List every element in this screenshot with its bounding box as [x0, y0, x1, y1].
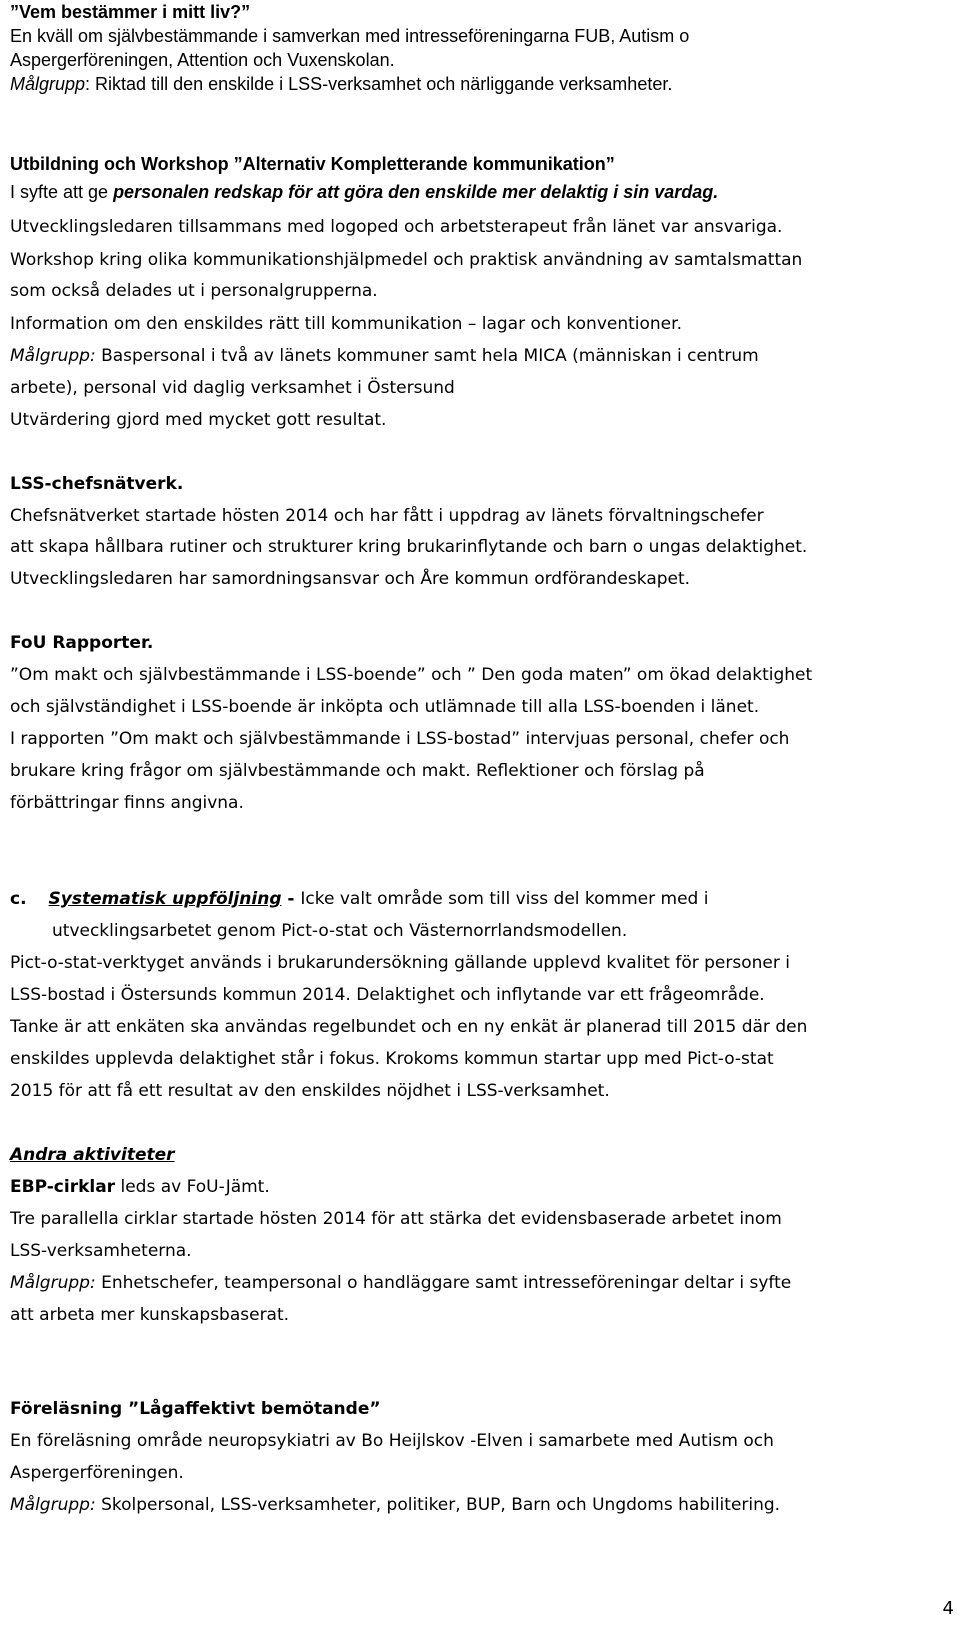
paragraph-line: Utvecklingsledaren tillsammans med logoped och arbetsterapeut från länet var ansvariga.	[10, 217, 783, 237]
target-group-line	[10, 1271, 791, 1295]
ebp-text: leds av FoU-Jämt.	[115, 1177, 270, 1197]
paragraph-line: I rapporten ”Om makt och självbestämmande i LSS-bostad” intervjuas personal, chefer och	[10, 729, 790, 749]
target-group-text: Baspersonal i två av länets kommuner samt hela MICA (människan i centrum	[95, 346, 759, 366]
target-group-label: Målgrupp:	[10, 1495, 96, 1515]
ebp-line	[10, 1175, 270, 1199]
target-group-line	[10, 344, 759, 368]
purpose-prefix: I syfte att ge	[10, 182, 114, 202]
paragraph-line: Aspergerföreningen, Attention och Vuxenskolan.	[10, 50, 395, 70]
paragraph-line: brukare kring frågor om självbestämmande och makt. Reflektioner och förslag på	[10, 761, 705, 781]
section-heading-lss-chefsnatverk: LSS-chefsnätverk.	[10, 474, 184, 494]
section-heading-line-systematisk	[10, 887, 708, 911]
target-group-line	[10, 72, 672, 96]
paragraph-line: LSS-verksamheterna.	[10, 1241, 192, 1261]
paragraph-line: utvecklingsarbetet genom Pict-o-stat och Västernorrlandsmodellen.	[52, 921, 628, 941]
paragraph-line: och självständighet i LSS-boende är inköpta och utlämnade till alla LSS-boenden i länet.	[10, 697, 760, 717]
paragraph-line: Chefsnätverket startade hösten 2014 och har fått i uppdrag av länets förvaltningschefer	[10, 506, 764, 526]
section-heading-systematisk-uppfoljning: Systematisk uppföljning	[48, 889, 282, 909]
paragraph-line: Workshop kring olika kommunikationshjälpmedel och praktisk användning av samtalsmattan	[10, 250, 803, 270]
paragraph-line: Information om den enskildes rätt till kommunikation – lagar och konventioner.	[10, 314, 682, 334]
paragraph-line: som också delades ut i personalgrupperna.	[10, 281, 378, 301]
paragraph-line: enskildes upplevda delaktighet står i fokus. Krokoms kommun startar upp med Pict-o-stat	[10, 1049, 774, 1069]
paragraph-line: arbete), personal vid daglig verksamhet i Östersund	[10, 378, 455, 398]
page-number: 4	[942, 1598, 954, 1619]
purpose-emphasis: personalen redskap för att göra den enskilde mer delaktig i sin vardag.	[113, 182, 719, 202]
paragraph-line: ”Om makt och självbestämmande i LSS-boende” och ” Den goda maten” om ökad delaktighet	[10, 665, 813, 685]
section-heading-fou-rapporter: FoU Rapporter.	[10, 633, 154, 653]
target-group-label: Målgrupp	[10, 74, 86, 94]
target-group-label: Målgrupp:	[10, 346, 96, 366]
section-heading-forelasning: Föreläsning ”Lågaffektivt bemötande”	[10, 1399, 381, 1419]
paragraph-line: att arbeta mer kunskapsbaserat.	[10, 1305, 290, 1325]
section-heading-workshop: Utbildning och Workshop ”Alternativ Kompletterande kommunikation”	[10, 154, 615, 174]
target-group-label: Målgrupp:	[10, 1273, 96, 1293]
paragraph-text: Icke valt område som till viss del kommer med i	[300, 889, 709, 909]
target-group-text: Enhetschefer, teampersonal o handläggare samt intresseföreningar deltar i syfte	[95, 1273, 792, 1293]
section-heading-andra-aktiviteter: Andra aktiviteter	[10, 1145, 175, 1165]
paragraph-line: Tre parallella cirklar startade hösten 2014 för att stärka det evidensbaserade arbetet inom	[10, 1209, 782, 1229]
paragraph-line: Pict-o-stat-verktyget används i brukarundersökning gällande upplevd kvalitet för personer i	[10, 953, 790, 973]
paragraph-line: En föreläsning område neuropsykiatri av Bo Heijlskov -Elven i samarbete med Autism och	[10, 1431, 774, 1451]
paragraph-line: En kväll om självbestämmande i samverkan med intresseföreningarna FUB, Autism o	[10, 26, 690, 46]
paragraph-line: Utvecklingsledaren har samordningsansvar och Åre kommun ordförandeskapet.	[10, 569, 691, 589]
purpose-line	[10, 180, 718, 204]
paragraph-line: Tanke är att enkäten ska användas regelbundet och en ny enkät är planerad till 2015 där den	[10, 1017, 808, 1037]
paragraph-line: Utvärdering gjord med mycket gott resultat.	[10, 410, 387, 430]
target-group-text: : Riktad till den enskilde i LSS-verksamhet och närliggande verksamheter.	[85, 74, 673, 94]
paragraph-line: att skapa hållbara rutiner och strukturer kring brukarinflytande och barn o ungas delaktighet.	[10, 537, 808, 557]
target-group-text: Skolpersonal, LSS-verksamheter, politiker, BUP, Barn och Ungdoms habilitering.	[95, 1495, 781, 1515]
paragraph-line: förbättringar finns angivna.	[10, 793, 244, 813]
paragraph-line: LSS-bostad i Östersunds kommun 2014. Delaktighet och inflytande var ett frågeområde.	[10, 985, 765, 1005]
ebp-label: EBP-cirklar	[10, 1177, 116, 1197]
list-marker: c.	[10, 889, 27, 909]
heading-dash: -	[281, 889, 301, 909]
paragraph-line: 2015 för att få ett resultat av den enskildes nöjdhet i LSS-verksamhet.	[10, 1081, 610, 1101]
section-heading-vem-bestammer: ”Vem bestämmer i mitt liv?”	[10, 2, 251, 22]
paragraph-line: Aspergerföreningen.	[10, 1463, 184, 1483]
target-group-line	[10, 1493, 780, 1517]
